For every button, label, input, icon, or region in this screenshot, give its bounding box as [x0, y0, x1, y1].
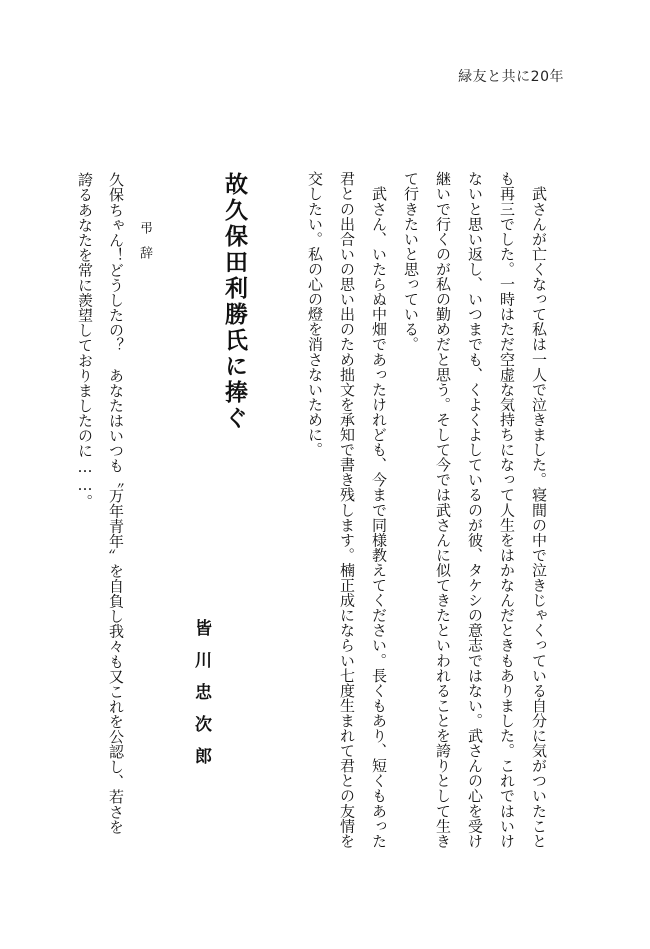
memorial-author: 皆川忠次郎	[191, 619, 211, 779]
memorial-line-1: 久保ちゃん！どうしたの？ あなたはいつも〝万年青年〟を自負し我々も又これを公認し、若さを	[107, 172, 125, 835]
essay-line-4: 継いで行くのが私の勤めだと思う。そして今では武さんに似てきたといわれることを誇りとして生き	[434, 171, 452, 849]
essay-line-1: 武さんが亡くなって私は一人で泣きました。寝間の中で泣きじゃくっている自分に気がついたこと	[530, 171, 548, 849]
memorial-line-2: 誇るあなたを常に羨望しておりましたのに……。	[76, 172, 94, 510]
essay-line-8: 交したい。私の心の燈を消さないために。	[306, 171, 324, 457]
memorial-heading: 弔辞	[137, 221, 152, 271]
memorial-title: 故久保田利勝氏に捧ぐ	[221, 172, 248, 432]
essay-line-7: 君との出合いの思い出のため拙文を承知で書き残します。楠正成にならい七度生まれて君との友情を	[338, 171, 356, 849]
running-title: 緑友と共に20年	[458, 69, 564, 85]
essay-line-2: も再三でした。一時はただ空虚な気持ちになって人生をはかなんだときもありました。これではいけ	[498, 171, 516, 849]
essay-line-3: ないと思い返し、いつまでも、くよくよしているのが彼、タケシの意志ではない。武さんの心を受け	[466, 171, 484, 849]
essay-line-6: 武さん、いたらぬ中畑であったけれども、今まで同様教えてください。長くもあり、短くもあった	[370, 171, 388, 849]
essay-line-5: て行きたいと思っている。	[402, 171, 420, 352]
